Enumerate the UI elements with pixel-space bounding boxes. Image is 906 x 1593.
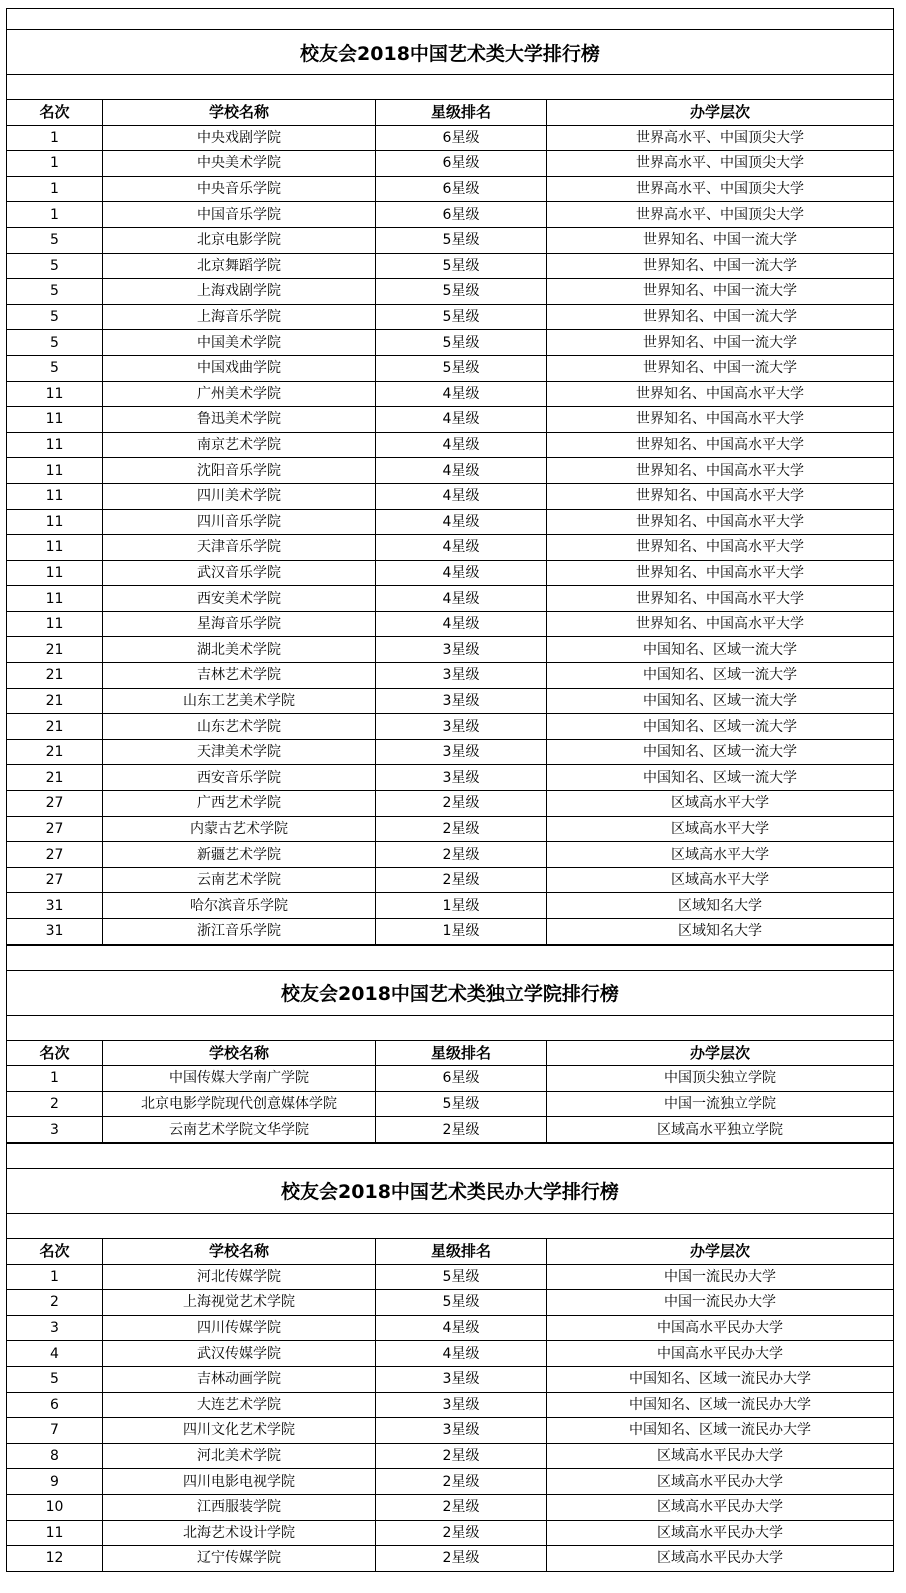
cell-rank: 11 bbox=[7, 432, 103, 458]
cell-level: 世界知名、中国高水平大学 bbox=[547, 483, 894, 509]
cell-star-rating: 4星级 bbox=[376, 432, 547, 458]
section-title-independent: 校友会2018中国艺术类独立学院排行榜 bbox=[7, 970, 893, 1015]
cell-school-name: 湖北美术学院 bbox=[103, 637, 376, 663]
spacer-row bbox=[7, 74, 893, 99]
table-row bbox=[7, 586, 894, 612]
table-row bbox=[7, 1366, 894, 1392]
table-row bbox=[7, 765, 894, 791]
table-row bbox=[7, 1315, 894, 1341]
cell-level: 中国一流独立学院 bbox=[547, 1091, 894, 1117]
cell-level: 中国顶尖独立学院 bbox=[547, 1066, 894, 1092]
cell-level: 世界知名、中国高水平大学 bbox=[547, 560, 894, 586]
cell-rank: 31 bbox=[7, 893, 103, 919]
cell-star-rating: 6星级 bbox=[376, 125, 547, 151]
header-stars: 星级排名 bbox=[376, 1238, 547, 1264]
cell-rank: 27 bbox=[7, 842, 103, 868]
cell-school-name: 北京舞蹈学院 bbox=[103, 253, 376, 279]
cell-school-name: 上海戏剧学院 bbox=[103, 279, 376, 305]
cell-rank: 27 bbox=[7, 791, 103, 817]
table-row bbox=[7, 893, 894, 919]
cell-level: 中国知名、区域一流民办大学 bbox=[547, 1418, 894, 1444]
cell-school-name: 四川文化艺术学院 bbox=[103, 1418, 376, 1444]
table-row bbox=[7, 816, 894, 842]
cell-school-name: 上海视觉艺术学院 bbox=[103, 1290, 376, 1316]
table-row bbox=[7, 1290, 894, 1316]
table-body bbox=[7, 1066, 894, 1143]
cell-level: 世界知名、中国一流大学 bbox=[547, 279, 894, 305]
cell-school-name: 浙江音乐学院 bbox=[103, 919, 376, 945]
cell-level: 区域高水平民办大学 bbox=[547, 1546, 894, 1572]
cell-level: 区域知名大学 bbox=[547, 919, 894, 945]
cell-star-rating: 3星级 bbox=[376, 637, 547, 663]
table-row bbox=[7, 458, 894, 484]
table-row bbox=[7, 227, 894, 253]
cell-level: 中国知名、区域一流大学 bbox=[547, 637, 894, 663]
cell-rank: 7 bbox=[7, 1418, 103, 1444]
cell-level: 区域高水平大学 bbox=[547, 842, 894, 868]
ranking-table-independent bbox=[6, 1040, 894, 1143]
cell-school-name: 天津美术学院 bbox=[103, 739, 376, 765]
cell-star-rating: 5星级 bbox=[376, 1290, 547, 1316]
cell-level: 世界高水平、中国顶尖大学 bbox=[547, 202, 894, 228]
cell-rank: 11 bbox=[7, 509, 103, 535]
cell-star-rating: 2星级 bbox=[376, 1520, 547, 1546]
cell-rank: 21 bbox=[7, 714, 103, 740]
cell-level: 世界高水平、中国顶尖大学 bbox=[547, 125, 894, 151]
cell-level: 世界知名、中国高水平大学 bbox=[547, 535, 894, 561]
cell-school-name: 西安美术学院 bbox=[103, 586, 376, 612]
cell-rank: 6 bbox=[7, 1392, 103, 1418]
cell-star-rating: 5星级 bbox=[376, 304, 547, 330]
cell-school-name: 北海艺术设计学院 bbox=[103, 1520, 376, 1546]
cell-star-rating: 4星级 bbox=[376, 1341, 547, 1367]
header-rank: 名次 bbox=[7, 1238, 103, 1264]
cell-school-name: 南京艺术学院 bbox=[103, 432, 376, 458]
cell-star-rating: 4星级 bbox=[376, 535, 547, 561]
spacer-row bbox=[7, 945, 893, 970]
cell-school-name: 四川电影电视学院 bbox=[103, 1469, 376, 1495]
cell-school-name: 广州美术学院 bbox=[103, 381, 376, 407]
cell-school-name: 鲁迅美术学院 bbox=[103, 407, 376, 433]
cell-level: 区域高水平民办大学 bbox=[547, 1520, 894, 1546]
cell-level: 世界高水平、中国顶尖大学 bbox=[547, 151, 894, 177]
cell-rank: 4 bbox=[7, 1341, 103, 1367]
cell-star-rating: 5星级 bbox=[376, 355, 547, 381]
cell-rank: 5 bbox=[7, 227, 103, 253]
cell-school-name: 上海音乐学院 bbox=[103, 304, 376, 330]
cell-rank: 11 bbox=[7, 535, 103, 561]
cell-star-rating: 3星级 bbox=[376, 765, 547, 791]
cell-star-rating: 3星级 bbox=[376, 714, 547, 740]
cell-rank: 5 bbox=[7, 330, 103, 356]
cell-level: 中国知名、区域一流民办大学 bbox=[547, 1366, 894, 1392]
table-row bbox=[7, 202, 894, 228]
table-row bbox=[7, 739, 894, 765]
cell-star-rating: 3星级 bbox=[376, 688, 547, 714]
cell-school-name: 中央美术学院 bbox=[103, 151, 376, 177]
table-row bbox=[7, 1494, 894, 1520]
table-row bbox=[7, 919, 894, 945]
header-level: 办学层次 bbox=[547, 100, 894, 126]
cell-rank: 31 bbox=[7, 919, 103, 945]
table-row bbox=[7, 355, 894, 381]
table-row bbox=[7, 1066, 894, 1092]
cell-level: 中国一流民办大学 bbox=[547, 1290, 894, 1316]
header-school: 学校名称 bbox=[103, 1238, 376, 1264]
table-row bbox=[7, 125, 894, 151]
table-row bbox=[7, 151, 894, 177]
cell-rank: 11 bbox=[7, 560, 103, 586]
cell-rank: 11 bbox=[7, 407, 103, 433]
cell-level: 世界知名、中国高水平大学 bbox=[547, 586, 894, 612]
cell-rank: 1 bbox=[7, 125, 103, 151]
cell-level: 区域高水平大学 bbox=[547, 867, 894, 893]
cell-school-name: 辽宁传媒学院 bbox=[103, 1546, 376, 1572]
cell-school-name: 大连艺术学院 bbox=[103, 1392, 376, 1418]
cell-level: 区域高水平民办大学 bbox=[547, 1443, 894, 1469]
cell-level: 中国知名、区域一流大学 bbox=[547, 688, 894, 714]
cell-level: 世界知名、中国高水平大学 bbox=[547, 381, 894, 407]
cell-star-rating: 1星级 bbox=[376, 919, 547, 945]
header-level: 办学层次 bbox=[547, 1238, 894, 1264]
cell-star-rating: 4星级 bbox=[376, 458, 547, 484]
table-row bbox=[7, 509, 894, 535]
cell-rank: 21 bbox=[7, 688, 103, 714]
table-row bbox=[7, 176, 894, 202]
cell-star-rating: 6星级 bbox=[376, 176, 547, 202]
cell-school-name: 中央戏剧学院 bbox=[103, 125, 376, 151]
cell-level: 世界知名、中国高水平大学 bbox=[547, 432, 894, 458]
cell-school-name: 河北美术学院 bbox=[103, 1443, 376, 1469]
section-title-university: 校友会2018中国艺术类大学排行榜 bbox=[7, 29, 893, 74]
cell-school-name: 中国美术学院 bbox=[103, 330, 376, 356]
table-row bbox=[7, 637, 894, 663]
spacer-row bbox=[7, 8, 893, 29]
cell-school-name: 江西服装学院 bbox=[103, 1494, 376, 1520]
table-body bbox=[7, 1264, 894, 1571]
spacer-row bbox=[7, 1015, 893, 1040]
cell-rank: 5 bbox=[7, 355, 103, 381]
cell-school-name: 吉林艺术学院 bbox=[103, 663, 376, 689]
cell-rank: 3 bbox=[7, 1117, 103, 1143]
header-rank: 名次 bbox=[7, 100, 103, 126]
cell-star-rating: 3星级 bbox=[376, 739, 547, 765]
cell-star-rating: 4星级 bbox=[376, 483, 547, 509]
table-row bbox=[7, 304, 894, 330]
cell-level: 区域高水平独立学院 bbox=[547, 1117, 894, 1143]
table-row bbox=[7, 1341, 894, 1367]
cell-school-name: 河北传媒学院 bbox=[103, 1264, 376, 1290]
cell-school-name: 四川音乐学院 bbox=[103, 509, 376, 535]
ranking-table-university bbox=[6, 99, 894, 945]
cell-star-rating: 6星级 bbox=[376, 202, 547, 228]
cell-star-rating: 5星级 bbox=[376, 1264, 547, 1290]
cell-school-name: 北京电影学院 bbox=[103, 227, 376, 253]
cell-star-rating: 4星级 bbox=[376, 407, 547, 433]
table-row bbox=[7, 791, 894, 817]
cell-rank: 27 bbox=[7, 867, 103, 893]
cell-level: 世界知名、中国一流大学 bbox=[547, 330, 894, 356]
table-row bbox=[7, 560, 894, 586]
cell-star-rating: 3星级 bbox=[376, 1418, 547, 1444]
cell-rank: 5 bbox=[7, 1366, 103, 1392]
cell-level: 世界知名、中国一流大学 bbox=[547, 304, 894, 330]
cell-school-name: 中国音乐学院 bbox=[103, 202, 376, 228]
table-row bbox=[7, 1264, 894, 1290]
cell-level: 中国知名、区域一流大学 bbox=[547, 739, 894, 765]
cell-school-name: 山东工艺美术学院 bbox=[103, 688, 376, 714]
table-row bbox=[7, 1469, 894, 1495]
cell-star-rating: 4星级 bbox=[376, 1315, 547, 1341]
cell-rank: 1 bbox=[7, 1066, 103, 1092]
cell-star-rating: 5星级 bbox=[376, 1091, 547, 1117]
table-row bbox=[7, 381, 894, 407]
table-row bbox=[7, 483, 894, 509]
ranking-table-private bbox=[6, 1238, 894, 1572]
cell-school-name: 四川传媒学院 bbox=[103, 1315, 376, 1341]
cell-rank: 5 bbox=[7, 304, 103, 330]
header-stars: 星级排名 bbox=[376, 100, 547, 126]
cell-rank: 21 bbox=[7, 739, 103, 765]
cell-star-rating: 5星级 bbox=[376, 253, 547, 279]
cell-school-name: 吉林动画学院 bbox=[103, 1366, 376, 1392]
section-title-private: 校友会2018中国艺术类民办大学排行榜 bbox=[7, 1168, 893, 1213]
cell-star-rating: 4星级 bbox=[376, 509, 547, 535]
cell-level: 中国知名、区域一流民办大学 bbox=[547, 1392, 894, 1418]
cell-school-name: 内蒙古艺术学院 bbox=[103, 816, 376, 842]
cell-rank: 27 bbox=[7, 816, 103, 842]
header-school: 学校名称 bbox=[103, 1040, 376, 1066]
cell-level: 区域高水平民办大学 bbox=[547, 1494, 894, 1520]
cell-rank: 11 bbox=[7, 611, 103, 637]
cell-school-name: 中国传媒大学南广学院 bbox=[103, 1066, 376, 1092]
cell-school-name: 武汉音乐学院 bbox=[103, 560, 376, 586]
table-row bbox=[7, 842, 894, 868]
cell-star-rating: 4星级 bbox=[376, 611, 547, 637]
cell-star-rating: 4星级 bbox=[376, 381, 547, 407]
table-row bbox=[7, 867, 894, 893]
cell-level: 中国知名、区域一流大学 bbox=[547, 765, 894, 791]
cell-rank: 9 bbox=[7, 1469, 103, 1495]
cell-level: 中国一流民办大学 bbox=[547, 1264, 894, 1290]
cell-school-name: 四川美术学院 bbox=[103, 483, 376, 509]
cell-rank: 1 bbox=[7, 202, 103, 228]
header-rank: 名次 bbox=[7, 1040, 103, 1066]
table-row bbox=[7, 1392, 894, 1418]
cell-level: 区域知名大学 bbox=[547, 893, 894, 919]
table-row bbox=[7, 279, 894, 305]
cell-level: 世界知名、中国一流大学 bbox=[547, 227, 894, 253]
cell-level: 中国知名、区域一流大学 bbox=[547, 663, 894, 689]
cell-level: 世界知名、中国一流大学 bbox=[547, 355, 894, 381]
cell-star-rating: 2星级 bbox=[376, 867, 547, 893]
cell-rank: 21 bbox=[7, 663, 103, 689]
cell-school-name: 中国戏曲学院 bbox=[103, 355, 376, 381]
cell-star-rating: 5星级 bbox=[376, 279, 547, 305]
table-row bbox=[7, 1117, 894, 1143]
cell-level: 世界知名、中国高水平大学 bbox=[547, 509, 894, 535]
cell-star-rating: 5星级 bbox=[376, 330, 547, 356]
cell-rank: 1 bbox=[7, 176, 103, 202]
cell-rank: 2 bbox=[7, 1091, 103, 1117]
table-row bbox=[7, 1418, 894, 1444]
cell-level: 世界知名、中国高水平大学 bbox=[547, 611, 894, 637]
cell-level: 中国高水平民办大学 bbox=[547, 1341, 894, 1367]
table-row bbox=[7, 330, 894, 356]
table-row bbox=[7, 611, 894, 637]
table-row bbox=[7, 1443, 894, 1469]
table-row bbox=[7, 407, 894, 433]
cell-school-name: 沈阳音乐学院 bbox=[103, 458, 376, 484]
cell-school-name: 天津音乐学院 bbox=[103, 535, 376, 561]
cell-level: 世界知名、中国高水平大学 bbox=[547, 407, 894, 433]
table-row bbox=[7, 663, 894, 689]
table-row bbox=[7, 1091, 894, 1117]
cell-rank: 11 bbox=[7, 458, 103, 484]
cell-rank: 11 bbox=[7, 483, 103, 509]
cell-level: 区域高水平民办大学 bbox=[547, 1469, 894, 1495]
cell-rank: 8 bbox=[7, 1443, 103, 1469]
cell-rank: 21 bbox=[7, 637, 103, 663]
cell-rank: 5 bbox=[7, 253, 103, 279]
cell-rank: 12 bbox=[7, 1546, 103, 1572]
table-row bbox=[7, 714, 894, 740]
cell-star-rating: 2星级 bbox=[376, 1117, 547, 1143]
cell-star-rating: 6星级 bbox=[376, 151, 547, 177]
cell-level: 世界知名、中国高水平大学 bbox=[547, 458, 894, 484]
header-row bbox=[7, 1040, 894, 1066]
cell-star-rating: 3星级 bbox=[376, 663, 547, 689]
cell-level: 区域高水平大学 bbox=[547, 791, 894, 817]
cell-school-name: 哈尔滨音乐学院 bbox=[103, 893, 376, 919]
cell-star-rating: 4星级 bbox=[376, 560, 547, 586]
cell-rank: 21 bbox=[7, 765, 103, 791]
cell-rank: 11 bbox=[7, 381, 103, 407]
cell-school-name: 广西艺术学院 bbox=[103, 791, 376, 817]
cell-school-name: 北京电影学院现代创意媒体学院 bbox=[103, 1091, 376, 1117]
cell-school-name: 云南艺术学院 bbox=[103, 867, 376, 893]
cell-star-rating: 2星级 bbox=[376, 791, 547, 817]
cell-star-rating: 4星级 bbox=[376, 586, 547, 612]
cell-star-rating: 3星级 bbox=[376, 1366, 547, 1392]
table-row bbox=[7, 1520, 894, 1546]
header-row bbox=[7, 100, 894, 126]
cell-star-rating: 2星级 bbox=[376, 1469, 547, 1495]
table-row bbox=[7, 432, 894, 458]
header-level: 办学层次 bbox=[547, 1040, 894, 1066]
cell-rank: 10 bbox=[7, 1494, 103, 1520]
table-row bbox=[7, 253, 894, 279]
cell-star-rating: 3星级 bbox=[376, 1392, 547, 1418]
cell-star-rating: 2星级 bbox=[376, 816, 547, 842]
cell-level: 区域高水平大学 bbox=[547, 816, 894, 842]
cell-star-rating: 2星级 bbox=[376, 842, 547, 868]
cell-star-rating: 5星级 bbox=[376, 227, 547, 253]
cell-school-name: 星海音乐学院 bbox=[103, 611, 376, 637]
header-row bbox=[7, 1238, 894, 1264]
cell-rank: 5 bbox=[7, 279, 103, 305]
cell-school-name: 云南艺术学院文华学院 bbox=[103, 1117, 376, 1143]
cell-school-name: 山东艺术学院 bbox=[103, 714, 376, 740]
table-row bbox=[7, 1546, 894, 1572]
cell-rank: 3 bbox=[7, 1315, 103, 1341]
cell-star-rating: 2星级 bbox=[376, 1494, 547, 1520]
header-stars: 星级排名 bbox=[376, 1040, 547, 1066]
cell-star-rating: 2星级 bbox=[376, 1546, 547, 1572]
cell-level: 世界高水平、中国顶尖大学 bbox=[547, 176, 894, 202]
spacer-row bbox=[7, 1143, 893, 1168]
cell-star-rating: 2星级 bbox=[376, 1443, 547, 1469]
cell-star-rating: 6星级 bbox=[376, 1066, 547, 1092]
cell-rank: 2 bbox=[7, 1290, 103, 1316]
cell-rank: 1 bbox=[7, 1264, 103, 1290]
ranking-sheet bbox=[6, 8, 894, 1572]
table-body bbox=[7, 125, 894, 944]
table-row bbox=[7, 688, 894, 714]
cell-school-name: 西安音乐学院 bbox=[103, 765, 376, 791]
cell-school-name: 新疆艺术学院 bbox=[103, 842, 376, 868]
cell-level: 中国知名、区域一流大学 bbox=[547, 714, 894, 740]
cell-rank: 11 bbox=[7, 1520, 103, 1546]
cell-school-name: 武汉传媒学院 bbox=[103, 1341, 376, 1367]
cell-rank: 1 bbox=[7, 151, 103, 177]
table-row bbox=[7, 535, 894, 561]
cell-level: 中国高水平民办大学 bbox=[547, 1315, 894, 1341]
cell-rank: 11 bbox=[7, 586, 103, 612]
cell-level: 世界知名、中国一流大学 bbox=[547, 253, 894, 279]
cell-star-rating: 1星级 bbox=[376, 893, 547, 919]
cell-school-name: 中央音乐学院 bbox=[103, 176, 376, 202]
spacer-row bbox=[7, 1213, 893, 1238]
header-school: 学校名称 bbox=[103, 100, 376, 126]
